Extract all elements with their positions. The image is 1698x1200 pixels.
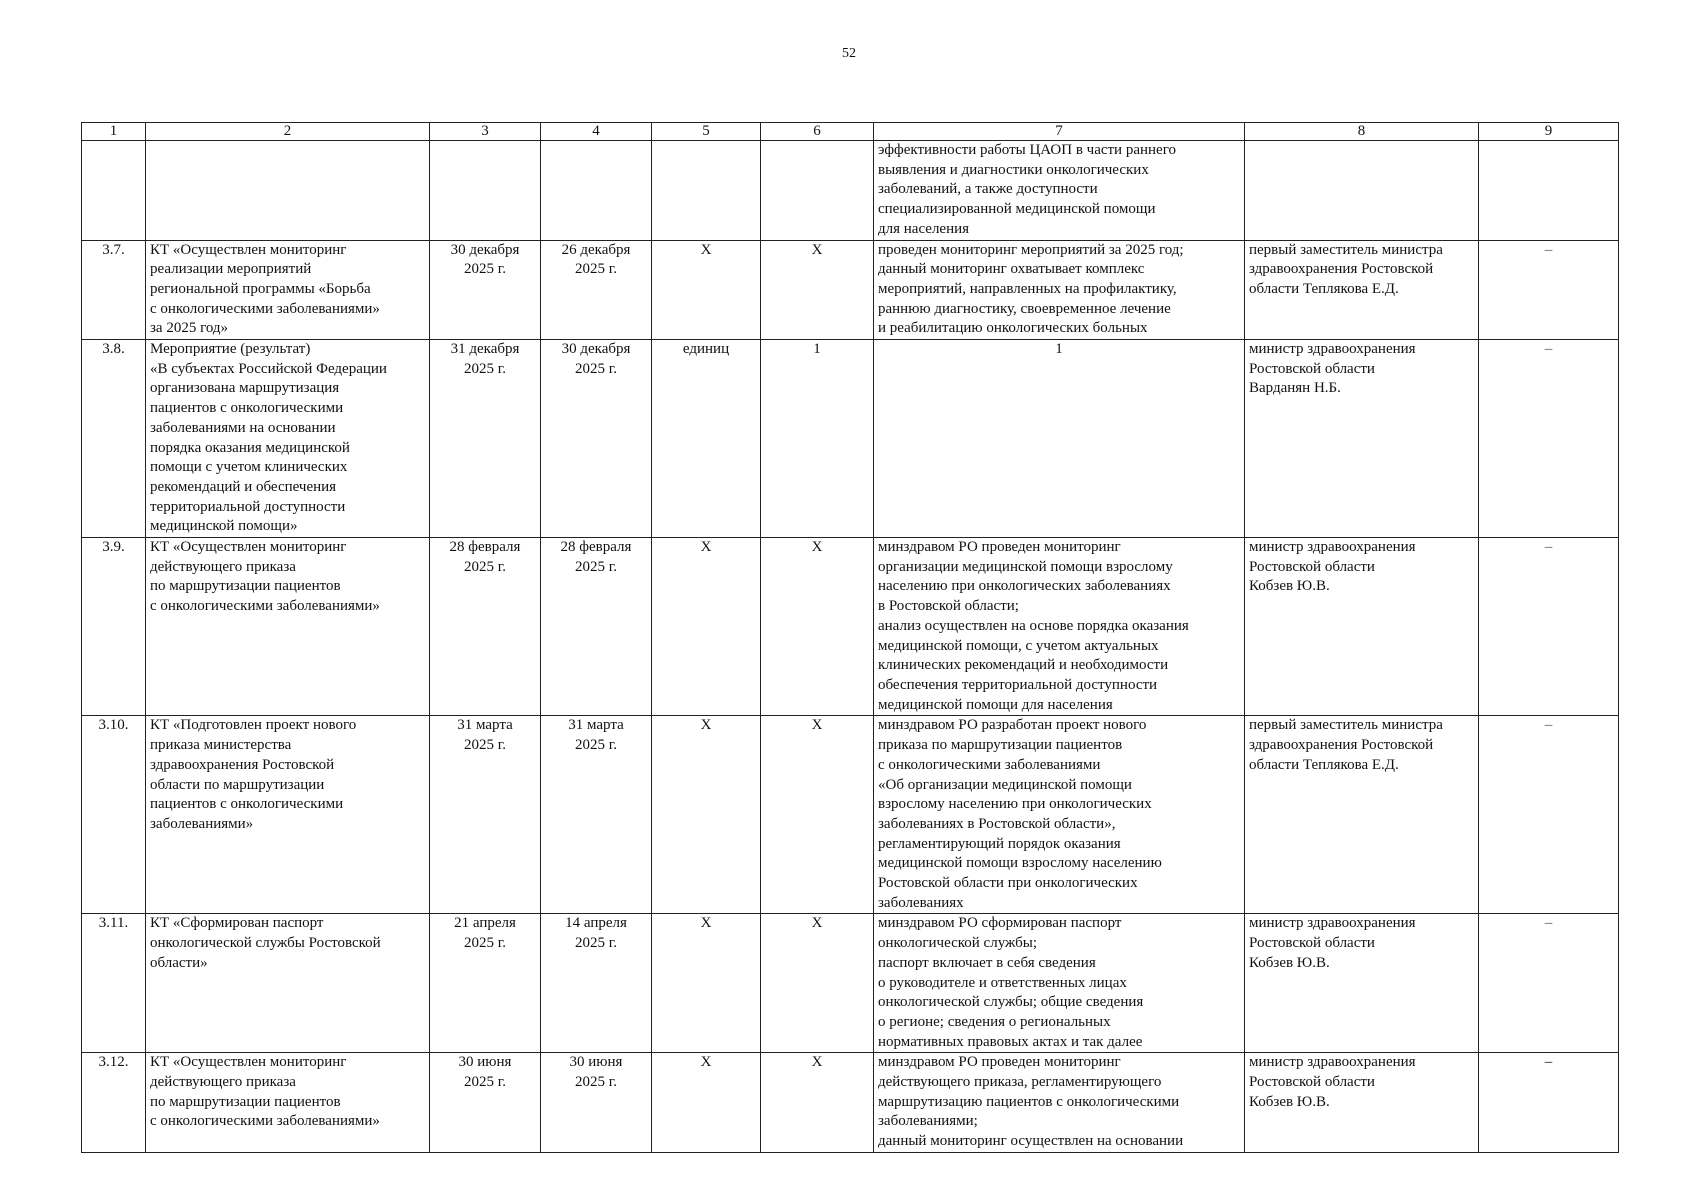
note: – — [1479, 914, 1619, 1053]
column-header: 6 — [761, 123, 874, 141]
unit: Х — [652, 914, 761, 1053]
planned-date — [430, 141, 541, 241]
actual-date: 30 июня 2025 г. — [541, 1053, 652, 1153]
row-number — [82, 141, 146, 241]
note: – — [1479, 538, 1619, 716]
actual-date: 14 апреля 2025 г. — [541, 914, 652, 1053]
planned-date: 31 декабря 2025 г. — [430, 340, 541, 538]
unit — [652, 141, 761, 241]
actual-date: 31 марта 2025 г. — [541, 716, 652, 914]
column-header: 8 — [1245, 123, 1479, 141]
event-title — [146, 141, 430, 241]
column-header: 2 — [146, 123, 430, 141]
event-title: КТ «Подготовлен проект нового приказа министерства здравоохранения Ростовской области по маршрутизации пациентов с онкологическими заболеваниями» — [146, 716, 430, 914]
actual-date — [541, 141, 652, 241]
value: Х — [761, 716, 874, 914]
result-description: минздравом РО сформирован паспорт онкологической службы; паспорт включает в себя сведения о руководителе и ответственных лицах онкологической службы; общие сведения о регионе; сведения о региональных нормативных правовых актах и так далее — [874, 914, 1245, 1053]
note: – — [1479, 240, 1619, 340]
event-title: КТ «Сформирован паспорт онкологической службы Ростовской области» — [146, 914, 430, 1053]
responsible-person — [1245, 141, 1479, 241]
row-number: 3.9. — [82, 538, 146, 716]
unit: единиц — [652, 340, 761, 538]
row-number: 3.7. — [82, 240, 146, 340]
header-row — [82, 123, 1619, 141]
event-title: КТ «Осуществлен мониторинг реализации мероприятий региональной программы «Борьба с онкологическими заболеваниями» за 2025 год» — [146, 240, 430, 340]
table-row — [82, 538, 1619, 716]
result-description: 1 — [874, 340, 1245, 538]
table-row — [82, 914, 1619, 1053]
row-number: 3.8. — [82, 340, 146, 538]
table-row — [82, 1053, 1619, 1153]
value — [761, 141, 874, 241]
responsible-person: министр здравоохранения Ростовской области Кобзев Ю.В. — [1245, 1053, 1479, 1153]
unit: Х — [652, 538, 761, 716]
result-description: минздравом РО разработан проект нового приказа по маршрутизации пациентов с онкологическими заболеваниями «Об организации медицинской помощи взрослому населению при онкологических заболеваниях в Ростовской области», регламентирующий порядок оказания медицинской помощи взрослому населению Ростовской области при онкологических заболеваниях — [874, 716, 1245, 914]
value: Х — [761, 538, 874, 716]
table-row — [82, 716, 1619, 914]
table-row — [82, 141, 1619, 241]
report-table — [81, 122, 1619, 1153]
column-header: 3 — [430, 123, 541, 141]
responsible-person: первый заместитель министра здравоохранения Ростовской области Теплякова Е.Д. — [1245, 716, 1479, 914]
column-header: 5 — [652, 123, 761, 141]
row-number: 3.11. — [82, 914, 146, 1053]
responsible-person: министр здравоохранения Ростовской области Кобзев Ю.В. — [1245, 538, 1479, 716]
planned-date: 21 апреля 2025 г. — [430, 914, 541, 1053]
result-description: минздравом РО проведен мониторинг организации медицинской помощи взрослому населению при онкологических заболеваниях в Ростовской области; анализ осуществлен на основе порядка оказания медицинской помощи, с учетом актуальных клинических рекомендаций и необходимости обеспечения территориальной доступности медицинской помощи для населения — [874, 538, 1245, 716]
row-number: 3.12. — [82, 1053, 146, 1153]
actual-date: 30 декабря 2025 г. — [541, 340, 652, 538]
unit: Х — [652, 1053, 761, 1153]
value: 1 — [761, 340, 874, 538]
page-number: 52 — [842, 46, 856, 61]
note — [1479, 141, 1619, 241]
event-title: Мероприятие (результат) «В субъектах Российской Федерации организована маршрутизация пациентов с онкологическими заболеваниями на основании порядка оказания медицинской помощи с учетом клинических рекомендаций и обеспечения территориальной доступности медицинской помощи» — [146, 340, 430, 538]
note: – — [1479, 340, 1619, 538]
unit: Х — [652, 716, 761, 914]
unit: Х — [652, 240, 761, 340]
event-title: КТ «Осуществлен мониторинг действующего приказа по маршрутизации пациентов с онкологическими заболеваниями» — [146, 538, 430, 716]
value: Х — [761, 1053, 874, 1153]
responsible-person: первый заместитель министра здравоохранения Ростовской области Теплякова Е.Д. — [1245, 240, 1479, 340]
note: – — [1479, 716, 1619, 914]
event-title: КТ «Осуществлен мониторинг действующего приказа по маршрутизации пациентов с онкологическими заболеваниями» — [146, 1053, 430, 1153]
column-header: 9 — [1479, 123, 1619, 141]
value: Х — [761, 914, 874, 1053]
table-row — [82, 240, 1619, 340]
value: Х — [761, 240, 874, 340]
planned-date: 30 декабря 2025 г. — [430, 240, 541, 340]
responsible-person: министр здравоохранения Ростовской области Кобзев Ю.В. — [1245, 914, 1479, 1053]
responsible-person: министр здравоохранения Ростовской области Варданян Н.Б. — [1245, 340, 1479, 538]
column-header: 4 — [541, 123, 652, 141]
planned-date: 30 июня 2025 г. — [430, 1053, 541, 1153]
result-description: проведен мониторинг мероприятий за 2025 год; данный мониторинг охватывает комплекс мероприятий, направленных на профилактику, раннюю диагностику, своевременное лечение и реабилитацию онкологических больных — [874, 240, 1245, 340]
actual-date: 26 декабря 2025 г. — [541, 240, 652, 340]
actual-date: 28 февраля 2025 г. — [541, 538, 652, 716]
result-description: эффективности работы ЦАОП в части раннего выявления и диагностики онкологических заболеваний, а также доступности специализированной медицинской помощи для населения — [874, 141, 1245, 241]
result-description: минздравом РО проведен мониторинг действующего приказа, регламентирующего маршрутизацию пациентов с онкологическими заболеваниями; данный мониторинг осуществлен на основании — [874, 1053, 1245, 1153]
column-header: 1 — [82, 123, 146, 141]
planned-date: 28 февраля 2025 г. — [430, 538, 541, 716]
note: – — [1479, 1053, 1619, 1153]
table-row — [82, 340, 1619, 538]
row-number: 3.10. — [82, 716, 146, 914]
planned-date: 31 марта 2025 г. — [430, 716, 541, 914]
column-header: 7 — [874, 123, 1245, 141]
